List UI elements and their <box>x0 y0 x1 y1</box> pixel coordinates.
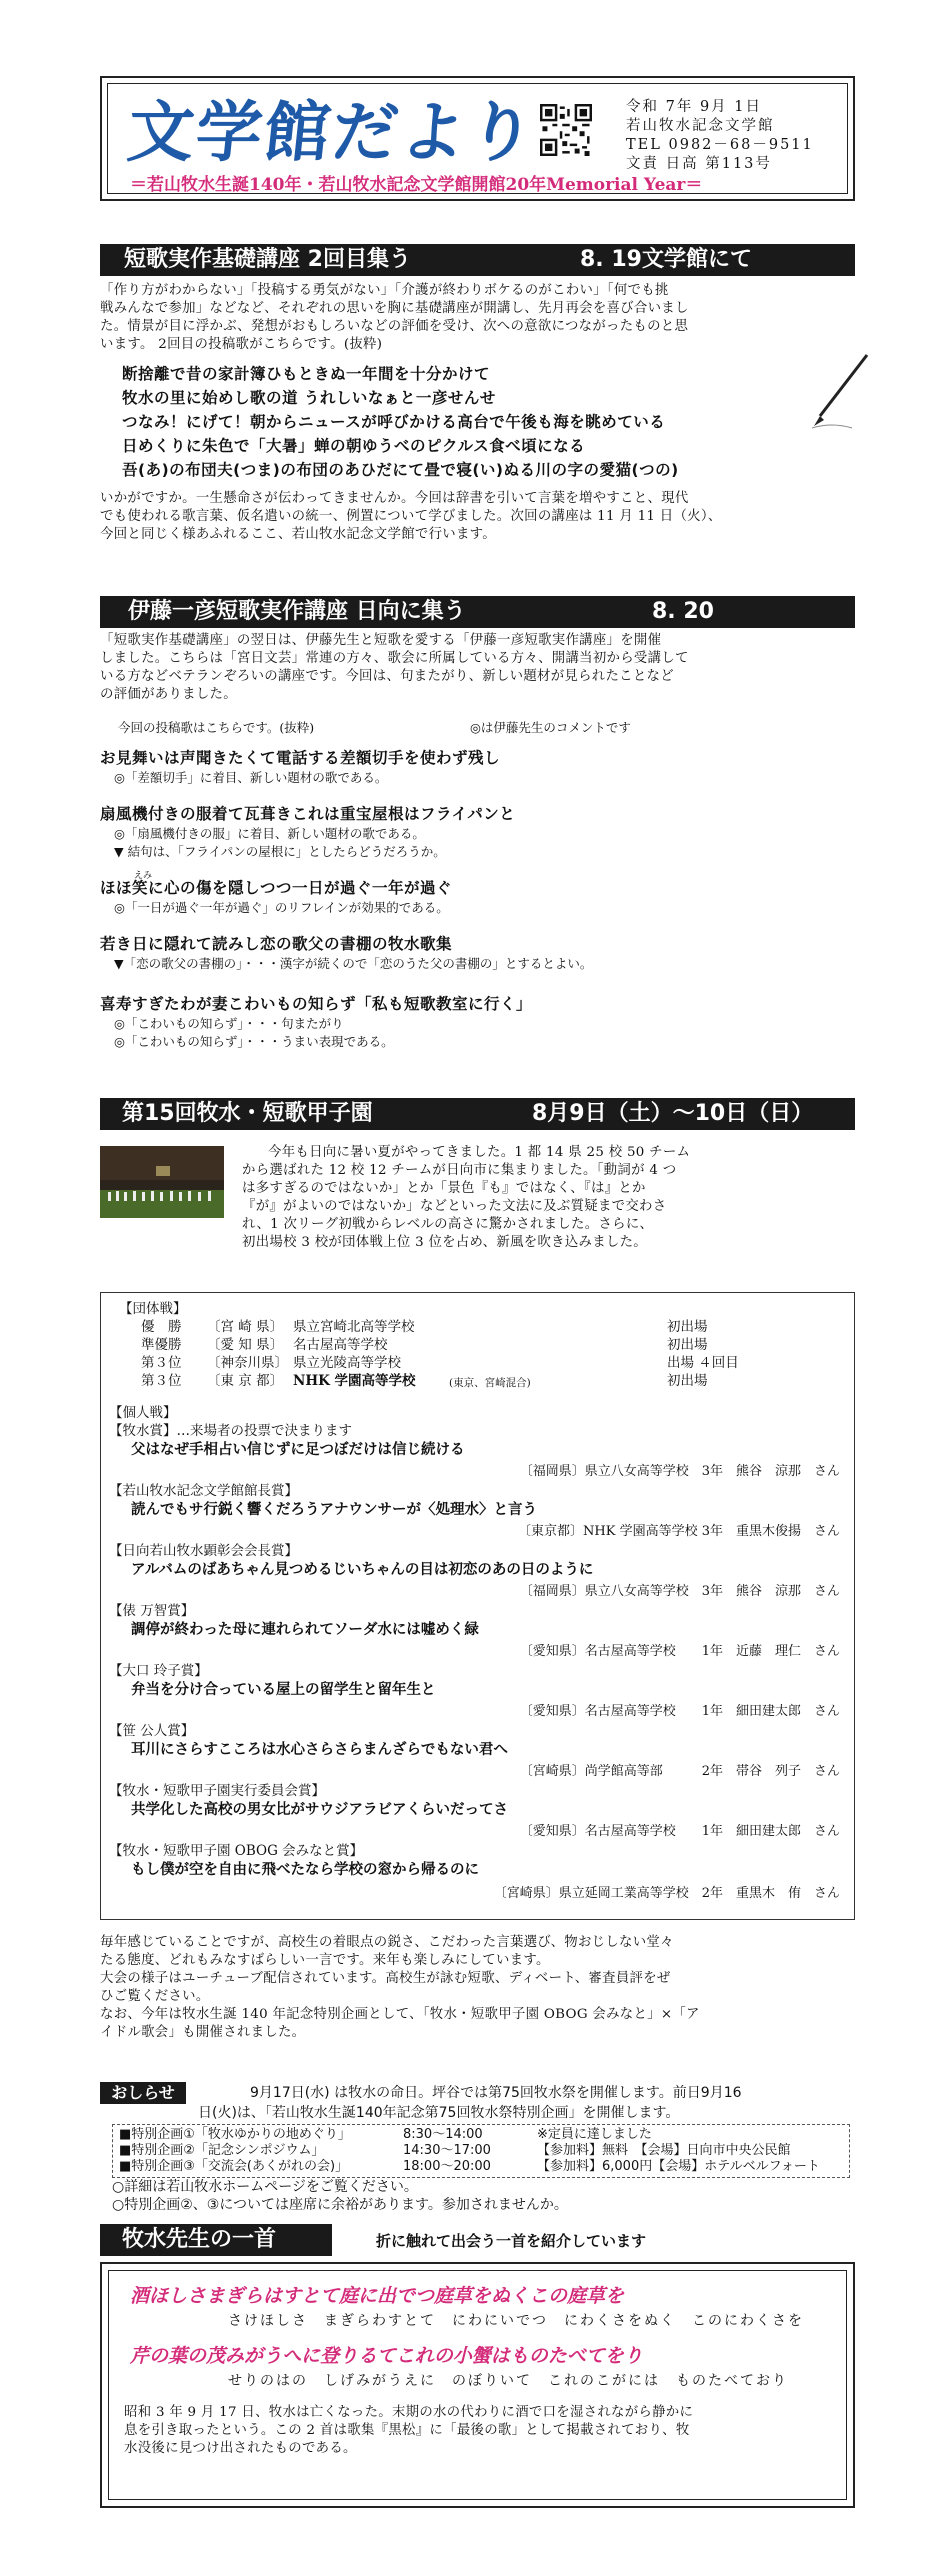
text-line: 毎年感じていることですが、高校生の着眼点の鋭さ、こだわった言葉選び、物おじしない堂々 <box>100 1935 674 1950</box>
team-note: 初出場 <box>667 1319 708 1335</box>
text-line: 『が』がよいのではないか」などといった文法に及ぶ質疑まで交わさ <box>242 1199 667 1214</box>
event-time: 14:30～17:00 <box>403 2143 491 2158</box>
section1-poems <box>122 364 802 481</box>
team-header: 【団体戦】 <box>119 1301 187 1317</box>
event-name: ■特別企画③「交流会(あくがれの会)」 <box>119 2159 349 2174</box>
team-note: 出場 ４回目 <box>667 1355 739 1371</box>
award-winner: 〔愛知県〕名古屋高等学校 1年 近藤 理仁 さん <box>519 1644 840 1659</box>
notice-line: 日(火)は、「若山牧水生誕140年記念第75回牧水祭特別企画」を開催します。 <box>198 2105 680 2121</box>
poem-line: 日めくりに朱色で「大暑」蝉の朝ゆうべのピクルス食べ頃になる <box>122 437 586 455</box>
text-line: た。情景が目に浮かぶ、発想がおもしろいなどの評価を受け、次への意欲につながったものと思 <box>100 319 689 334</box>
section2-legend-right: ◎は伊藤先生のコメントです <box>470 720 631 735</box>
text-line: 大会の様子はユーチューブ配信されています。高校生が詠む短歌、ディベート、審査員評をぜ <box>100 1971 671 1986</box>
section4-subtitle: 折に触れて出会う一首を紹介しています <box>376 2232 647 2250</box>
award-name: 【俵 万智賞】 <box>109 1603 195 1619</box>
section2-intro <box>100 632 855 704</box>
stage-photo <box>100 1146 224 1218</box>
section1-title: 短歌実作基礎講座 2回目集う <box>124 247 411 272</box>
poem-line: 牧水の里に始めし歌の道 うれしいなぁと一彦せんせ <box>122 389 496 407</box>
text-line: 「作り方がわからない」「投稿する勇気がない」「介護が終わりボケるのがこわい」「何でも挑 <box>100 283 669 298</box>
section1-header <box>100 244 855 276</box>
masthead-info <box>626 98 814 174</box>
section3-intro <box>242 1144 857 1252</box>
poem-reading: さけほしさ まぎらわすとて にわにいでつ にわくさをぬく このにわくさを <box>228 2313 804 2329</box>
poem-note <box>124 2404 693 2458</box>
notice-table <box>112 2124 850 2178</box>
notice-footnote: ○特別企画②、③については座席に余裕があります。参加されませんか。 <box>112 2197 568 2213</box>
results-box <box>100 1292 855 1920</box>
team-rank: 第３位 <box>141 1373 182 1389</box>
team-pref: 〔愛 知 県〕 <box>207 1337 284 1353</box>
section2-header <box>100 596 855 628</box>
award-poem: 耳川にさらすこころは水心さらさらまんざらでもない君へ <box>131 1742 508 1758</box>
team-school: 県立光陵高等学校 <box>293 1355 401 1371</box>
telephone: TEL 0982－68－9511 <box>626 137 814 153</box>
poem-comment: ◎「一日が過ぐ一年が過ぐ」のリフレインが効果的である。 <box>114 900 449 915</box>
issue-date: 令和 7年 9月 1日 <box>626 99 763 115</box>
text-line: イドル歌会」も開催されました。 <box>100 2025 306 2040</box>
award-poem: 共学化した高校の男女比がサウジアラビアくらいだってさ <box>131 1802 508 1818</box>
award-name: 【牧水・短歌甲子園実行委員会賞】 <box>109 1783 325 1799</box>
text-line: なお、今年は牧水生誕 140 年記念特別企画として、「牧水・短歌甲子園 OBOG 会みなと」×「ア <box>100 2007 700 2022</box>
section1-intro <box>100 282 855 354</box>
text-line: から選ばれた 12 校 12 チームが日向市に集まりました。「動詞が 4 つ <box>242 1163 677 1178</box>
ruby-reading: えみ <box>134 871 153 881</box>
award-name: 【若山牧水記念文学館館長賞】 <box>109 1483 298 1499</box>
award-poem: 読んでもサ行鋭く響くだろうアナウンサーが〈処理水〉と言う <box>131 1502 537 1518</box>
text-line: 昭和 3 年 9 月 17 日、牧水は亡くなった。末期の水の代わりに酒で口を湿されながら静かに <box>124 2405 694 2420</box>
event-info: ※定員に達しました <box>537 2127 652 2142</box>
team-pref: 〔宮 崎 県〕 <box>207 1319 284 1335</box>
award-winner: 〔宮崎県〕尚学館高等部 2年 帯谷 列子 さん <box>519 1764 840 1779</box>
poem-comment: ◎「扇風機付きの服」に着目、新しい題材の歌である。 <box>114 826 425 841</box>
award-poem: 弁当を分け合っている屋上の留学生と留年生と <box>131 1682 436 1698</box>
brush-pen-icon <box>812 350 872 430</box>
logo: 文学館だより <box>124 94 541 171</box>
award-winner: 〔福岡県〕県立八女高等学校 3年 熊谷 涼那 さん <box>519 1464 840 1479</box>
poem-line: 吾(あ)の布団夫(つま)の布団のあひだにて畳で寝(い)ぬる川の字の愛猫(つの) <box>122 461 679 479</box>
text-line: いかがですか。一生懸命さが伝わってきませんか。今回は辞書を引いて言葉を増やすこと、現代 <box>100 491 689 506</box>
poem-comment: ▼「恋の歌父の書棚の」・・・漢字が続くので「恋のうた父の書棚の」とするとよい。 <box>114 956 593 971</box>
notice-label: おしらせ <box>100 2082 186 2104</box>
event-name: ■特別企画①「牧水ゆかりの地めぐり」 <box>119 2127 351 2142</box>
text-line: たる態度、どれもみなすばらしい一言です。来年も楽しみにしています。 <box>100 1953 550 1968</box>
award-winner: 〔福岡県〕県立八女高等学校 3年 熊谷 涼那 さん <box>519 1584 840 1599</box>
notice-footnote: ○詳細は若山牧水ホームページをご覧ください。 <box>112 2179 418 2195</box>
award-poem: 父はなぜ手相占い信じずに足つぼだけは信じ続ける <box>131 1442 465 1458</box>
section2-poem: 喜寿すぎたわが妻こわいもの知らず「私も短歌教室に行く」 <box>100 995 533 1013</box>
team-pref: 〔東 京 都〕 <box>207 1373 284 1389</box>
text-line: 今回と同じく様あふれるここ、若山牧水記念文学館で行います。 <box>100 527 496 542</box>
memorial-motto: ＝若山牧水生誕140年・若山牧水記念文学館開館20年Memorial Year＝ <box>130 175 703 195</box>
team-school: 名古屋高等学校 <box>293 1337 388 1353</box>
award-winner: 〔愛知県〕名古屋高等学校 1年 細田建太郎 さん <box>519 1704 840 1719</box>
section3-outro <box>100 1934 855 2042</box>
poem-reading: せりのはの しげみがうえに のぼりいて これのこがには ものたべており <box>228 2373 788 2389</box>
text-line: 戦みんなで参加」などなど、それぞれの思いを胸に基礎講座が開講し、先月再会を喜び合いまし <box>100 301 689 316</box>
team-note: 初出場 <box>667 1337 708 1353</box>
team-rank: 第３位 <box>141 1355 182 1371</box>
section4-header <box>100 2224 332 2256</box>
issue-number: 文責 日高 第113号 <box>626 156 772 172</box>
event-time: 18:00～20:00 <box>403 2159 491 2174</box>
text-line: 初出場校 3 校が団体戦上位 3 位を占め、新風を吹き込みました。 <box>242 1235 647 1250</box>
section3-date: 8月9日（土）～10日（日） <box>532 1101 814 1126</box>
section1-date: 8. 19文学館にて <box>580 247 752 272</box>
team-sub: (東京、宮崎混合) <box>449 1377 531 1389</box>
award-name: 【牧水・短歌甲子園 OBOG 会みなと賞】 <box>109 1843 364 1859</box>
award-winner: 〔宮崎県〕県立延岡工業高等学校 2年 重黒木 侑 さん <box>493 1886 840 1901</box>
text-line: は多すぎるのではないか」とか「景色『も』ではなく、『は』とか <box>242 1181 646 1196</box>
section3-header <box>100 1098 855 1130</box>
award-name: 【日向若山牧水顕彰会会長賞】 <box>109 1543 298 1559</box>
text-line: ひご覧ください。 <box>100 1989 210 2004</box>
text-line: 水没後に見つけ出されたものである。 <box>124 2441 357 2456</box>
team-school: 県立宮崎北高等学校 <box>293 1319 415 1335</box>
poem-comment: ◎「差額切手」に着目、新しい題材の歌である。 <box>114 770 388 785</box>
section2-date: 8. 20 <box>652 599 714 624</box>
award-winner: 〔愛知県〕名古屋高等学校 1年 細田建太郎 さん <box>519 1824 840 1839</box>
section2-poem: ほほ笑に心の傷を隠しつつ一日が過ぐ一年が過ぐ <box>100 879 453 897</box>
qr-code-icon[interactable] <box>540 104 592 156</box>
award-name: 【大口 玲子賞】 <box>109 1663 208 1679</box>
award-winner: 〔東京都〕NHK 学園高等学校 3年 重黒木俊揚 さん <box>518 1524 840 1539</box>
team-rank: 優 勝 <box>141 1319 182 1335</box>
award-name: 【笹 公人賞】 <box>109 1723 195 1739</box>
individual-header: 【個人戦】 <box>109 1405 177 1421</box>
award-poem: アルバムのばあちゃん見つめるじいちゃんの目は初恋のあの日のように <box>131 1562 594 1578</box>
text-line: いる方などベテランぞろいの講座です。今回は、句またがり、新しい題材が見られたことなど <box>100 669 674 684</box>
event-info: 【参加料】6,000円【会場】ホテルベルフォート <box>537 2159 820 2174</box>
team-pref: 〔神奈川県〕 <box>207 1355 288 1371</box>
section2-legend-left: 今回の投稿歌はこちらです。(抜粋) <box>118 720 315 735</box>
text-line: の評価がありました。 <box>100 687 237 702</box>
poem-comment: ◎「こわいもの知らず」・・・うまい表現である。 <box>114 1034 394 1049</box>
masthead <box>100 76 855 201</box>
featured-poem: 芹の葉の茂みがうへに登りるてこれの小蟹はものたべてをり <box>130 2345 643 2367</box>
event-name: ■特別企画②「記念シンポジウム」 <box>119 2143 325 2158</box>
text-line: れ、1 次リーグ初戦からレベルの高さに驚かされました。さらに、 <box>242 1217 654 1232</box>
text-line: 息を引き取ったという。この 2 首は歌集『黒松』に「最後の歌」として掲載されており、牧 <box>124 2423 690 2438</box>
section1-outro <box>100 490 855 544</box>
notice-line: 9月17日(水) は牧水の命日。坪谷では第75回牧水祭を開催します。前日9月16 <box>250 2085 742 2101</box>
section3-title: 第15回牧水・短歌甲子園 <box>122 1101 373 1126</box>
text-line: 「短歌実作基礎講座」の翌日は、伊藤先生と短歌を愛する「伊藤一彦短歌実作講座」を開催 <box>100 633 662 648</box>
publisher: 若山牧水記念文学館 <box>626 118 775 134</box>
featured-poem: 酒ほしさまぎらはすとて庭に出でつ庭草をぬくこの庭草を <box>130 2285 625 2307</box>
event-info: 【参加料】無料 【会場】日向市中央公民館 <box>537 2143 791 2158</box>
section2-poem: お見舞いは声聞きたくて電話する差額切手を使わず残し <box>100 749 501 767</box>
award-poem: 調停が終わった母に連れられてソーダ水には嘘めく緑 <box>131 1622 479 1638</box>
text-line: しました。こちらは「宮日文芸」常連の方々、歌会に所属している方々、開講当初から受講して <box>100 651 689 666</box>
award-name: 【牧水賞】…来場者の投票で決まります <box>109 1423 352 1439</box>
award-poem: もし僕が空を自由に飛べたなら学校の窓から帰るのに <box>131 1862 479 1878</box>
poem-comment: ▼ 結句は、「フライパンの屋根に」としたらどうだろうか。 <box>114 844 446 859</box>
event-time: 8:30～14:00 <box>403 2127 483 2142</box>
poem-line: つなみ！にげて！朝からニュースが呼びかける高台で午後も海を眺めている <box>122 413 666 431</box>
section2-title: 伊藤一彦短歌実作講座 日向に集う <box>128 599 466 624</box>
team-note: 初出場 <box>667 1373 708 1389</box>
section4-title: 牧水先生の一首 <box>122 2227 277 2252</box>
poem-comment: ◎「こわいもの知らず」・・・句またがり <box>114 1016 344 1031</box>
text-line: 今年も日向に暑い夏がやってきました。1 都 14 県 25 校 50 チーム <box>268 1145 691 1160</box>
team-school: NHK 学園高等学校 <box>293 1373 416 1389</box>
section2-poem: 若き日に隠れて読みし恋の歌父の書棚の牧水歌集 <box>100 935 453 953</box>
masthead-frame <box>107 83 848 194</box>
poem-box <box>100 2262 855 2508</box>
poem-line: 断捨離で昔の家計簿ひもときぬ一年間を十分かけて <box>122 365 491 383</box>
team-rank: 準優勝 <box>141 1337 182 1353</box>
section2-poem: 扇風機付きの服着て瓦葺きこれは重宝屋根はフライパンと <box>100 805 516 823</box>
text-line: います。 2回目の投稿歌がこちらです。(抜粋) <box>100 337 383 352</box>
text-line: でも使われる歌言葉、仮名遣いの統一、例置について学びました。次回の講座は 11 月 11 日（火）、 <box>100 509 722 524</box>
